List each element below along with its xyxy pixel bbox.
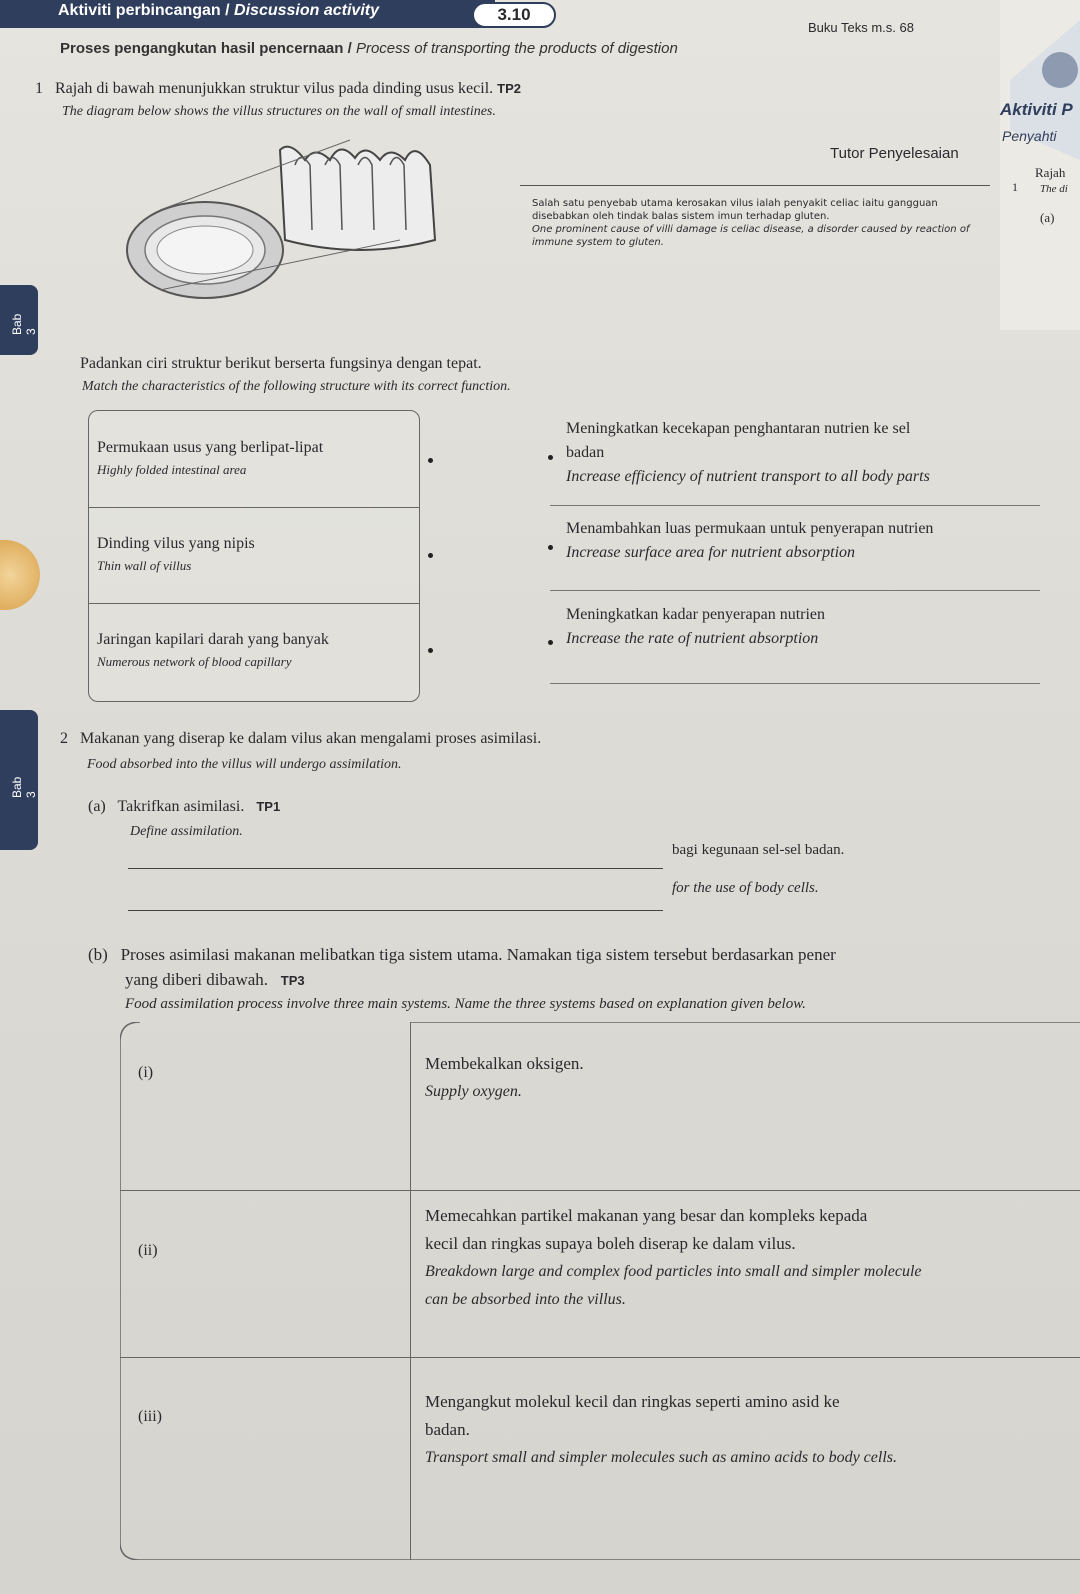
part-label: (b) xyxy=(88,945,108,964)
chapter-tab-label: Bab 3 xyxy=(10,776,38,798)
function-ms: badan xyxy=(566,444,605,461)
structure-row xyxy=(89,507,419,604)
function-ms: Meningkatkan kecekapan penghantaran nutrien ke sel xyxy=(566,420,911,437)
table-column-divider xyxy=(410,1022,411,1560)
system-description xyxy=(425,1050,1075,1106)
process-title-ms: Proses pengangkutan hasil pencernaan xyxy=(60,40,344,57)
system-description xyxy=(425,1202,1075,1314)
structure-cell xyxy=(97,533,255,577)
match-instruction-en: Match the characteristics of the following structure with its correct function. xyxy=(82,379,511,394)
answer-blank-line[interactable] xyxy=(128,868,663,869)
adjacent-subtitle: Penyahti xyxy=(1002,128,1057,144)
question-2a-en-line xyxy=(130,822,243,840)
structure-cell xyxy=(97,629,329,673)
question-2a xyxy=(88,798,280,816)
system-answer-area-2[interactable] xyxy=(130,1267,400,1352)
system-number: (ii) xyxy=(138,1242,158,1259)
function-divider xyxy=(550,683,1040,684)
activity-number-badge: 3.10 xyxy=(472,2,556,28)
process-title-en: Process of transporting the products of digestion xyxy=(355,40,678,57)
question-1-en-line xyxy=(62,102,496,120)
structure-row xyxy=(89,603,419,699)
question-number: 1 xyxy=(35,80,43,97)
tutor-title: Tutor Penyelesaian xyxy=(830,145,959,162)
adjacent-activity-title: Aktiviti P xyxy=(1000,100,1073,119)
question-2-en-line xyxy=(87,755,401,773)
system-description xyxy=(425,1388,1075,1472)
tutor-text-ms: Salah satu penyebab utama kerosakan vilus ialah penyakit celiac iaitu gangguan disebabkan oleh tindak balas sistem imun terhadap gluten. xyxy=(532,198,938,222)
activity-label-ms: Aktiviti perbincangan xyxy=(58,2,221,19)
structure-row xyxy=(89,411,419,508)
adjacent-q-number: 1 xyxy=(1012,180,1018,194)
textbook-reference: Buku Teks m.s. 68 xyxy=(808,20,914,35)
process-title: Proses pengangkutan hasil pencernaan / Process of transporting the products of digestion xyxy=(60,40,678,57)
tp-badge: TP2 xyxy=(497,81,521,96)
question-number: 2 xyxy=(60,730,68,747)
system-desc-ms: badan. xyxy=(425,1420,470,1439)
adjacent-rajah: Rajah xyxy=(1035,165,1066,180)
system-desc-en: Supply oxygen. xyxy=(425,1083,522,1100)
adjacent-part-a: (a) xyxy=(1040,210,1055,225)
match-dot-left[interactable] xyxy=(428,458,433,463)
chapter-side-tab xyxy=(0,285,38,355)
question-1-en: The diagram below shows the villus structures on the wall of small intestines. xyxy=(62,104,496,119)
system-answer-area-3[interactable] xyxy=(130,1437,400,1547)
structure-ms: Dinding vilus yang nipis xyxy=(97,535,255,552)
tutor-text-en: One prominent cause of villi damage is celiac disease, a disorder caused by reaction of immune system to gluten. xyxy=(532,224,970,248)
tp-badge: TP1 xyxy=(256,799,281,814)
part-label: (a) xyxy=(88,798,106,815)
system-desc-ms: Memecahkan partikel makanan yang besar dan kompleks kepada xyxy=(425,1206,868,1225)
structure-ms: Jaringan kapilari darah yang banyak xyxy=(97,631,329,648)
tutor-body xyxy=(532,197,992,249)
matching-functions-box xyxy=(550,405,1050,685)
system-desc-ms: Mengangkut molekul kecil dan ringkas seperti amino asid ke xyxy=(425,1392,840,1411)
match-instruction-en-line xyxy=(82,377,511,395)
question-2b-ms: Proses asimilasi makanan melibatkan tiga sistem utama. Namakan tiga sistem tersebut berdasarkan pener xyxy=(120,945,836,964)
question-2-ms: Makanan yang diserap ke dalam vilus akan mengalami proses asimilasi. xyxy=(80,730,542,747)
function-ms: Meningkatkan kadar penyerapan nutrien xyxy=(566,606,826,623)
match-instruction-ms: Padankan ciri struktur berikut berserta fungsinya dengan tepat. xyxy=(80,355,482,372)
chapter-side-tab xyxy=(0,710,38,850)
system-desc-en: Breakdown large and complex food particles into small and simpler molecule xyxy=(425,1263,922,1280)
structure-cell xyxy=(97,437,323,481)
answer-suffix-en: for the use of body cells. xyxy=(672,880,819,896)
system-desc-en: Transport small and simpler molecules such as amino acids to body cells. xyxy=(425,1449,897,1466)
tutor-penyelesaian-box xyxy=(520,145,1000,295)
question-2a-ms: Takrifkan asimilasi. xyxy=(117,798,245,815)
question-2a-en: Define assimilation. xyxy=(130,824,243,839)
question-2-stem xyxy=(60,730,541,748)
decorative-fruit-image xyxy=(0,540,40,610)
function-cell xyxy=(566,417,930,489)
answer-suffix-ms: bagi kegunaan sel-sel badan. xyxy=(672,842,845,858)
match-dot-left[interactable] xyxy=(428,553,433,558)
matching-structures-box xyxy=(88,410,420,702)
structure-ms: Permukaan usus yang berlipat-lipat xyxy=(97,439,324,456)
system-desc-en: can be absorbed into the villus. xyxy=(425,1291,626,1308)
question-1-ms: Rajah di bawah menunjukkan struktur vilus pada dinding usus kecil. xyxy=(55,80,494,97)
function-divider xyxy=(550,590,1040,591)
match-dot-left[interactable] xyxy=(428,648,433,653)
structure-en: Thin wall of villus xyxy=(97,558,192,573)
question-2b-line2 xyxy=(125,970,305,990)
question-2b-en: Food assimilation process involve three main systems. Name the three systems based on explanation given below. xyxy=(125,996,806,1012)
tutor-divider xyxy=(520,185,990,186)
function-en: Increase efficiency of nutrient transport to all body parts xyxy=(566,468,930,485)
tp-badge: TP3 xyxy=(280,973,305,988)
function-en: Increase the rate of nutrient absorption xyxy=(566,630,819,647)
system-answer-area-1[interactable] xyxy=(130,1092,400,1182)
question-1-stem xyxy=(35,80,521,98)
system-desc-ms: Membekalkan oksigen. xyxy=(425,1054,584,1073)
table-row-divider xyxy=(120,1190,1080,1191)
table-row-divider xyxy=(120,1357,1080,1358)
function-ms: Menambahkan luas permukaan untuk penyerapan nutrien xyxy=(566,520,934,537)
system-desc-ms: kecil dan ringkas supaya boleh diserap ke dalam vilus. xyxy=(425,1234,796,1253)
adjacent-the-di: The di xyxy=(1040,183,1068,195)
question-2b-ms-cont: yang diberi dibawah. xyxy=(125,970,269,989)
activity-label-en: Discussion activity xyxy=(234,2,379,19)
systems-table xyxy=(120,1022,1080,1560)
function-en: Increase surface area for nutrient absorption xyxy=(566,544,856,561)
question-2b xyxy=(88,945,836,965)
function-cell xyxy=(566,603,825,651)
structure-en: Numerous network of blood capillary xyxy=(97,654,292,669)
system-number: (iii) xyxy=(138,1408,162,1425)
chapter-tab-label: Bab 3 xyxy=(10,313,38,335)
system-number: (i) xyxy=(138,1064,154,1081)
villus-diagram xyxy=(100,120,460,350)
structure-en: Highly folded intestinal area xyxy=(97,462,247,477)
activity-header-title: Aktiviti perbincangan / Discussion activity xyxy=(58,2,379,19)
question-2-en: Food absorbed into the villus will undergo assimilation. xyxy=(87,757,402,772)
answer-blank-line[interactable] xyxy=(128,910,663,911)
function-divider xyxy=(550,505,1040,506)
function-cell xyxy=(566,517,933,565)
question-2b-en-line xyxy=(125,995,806,1013)
